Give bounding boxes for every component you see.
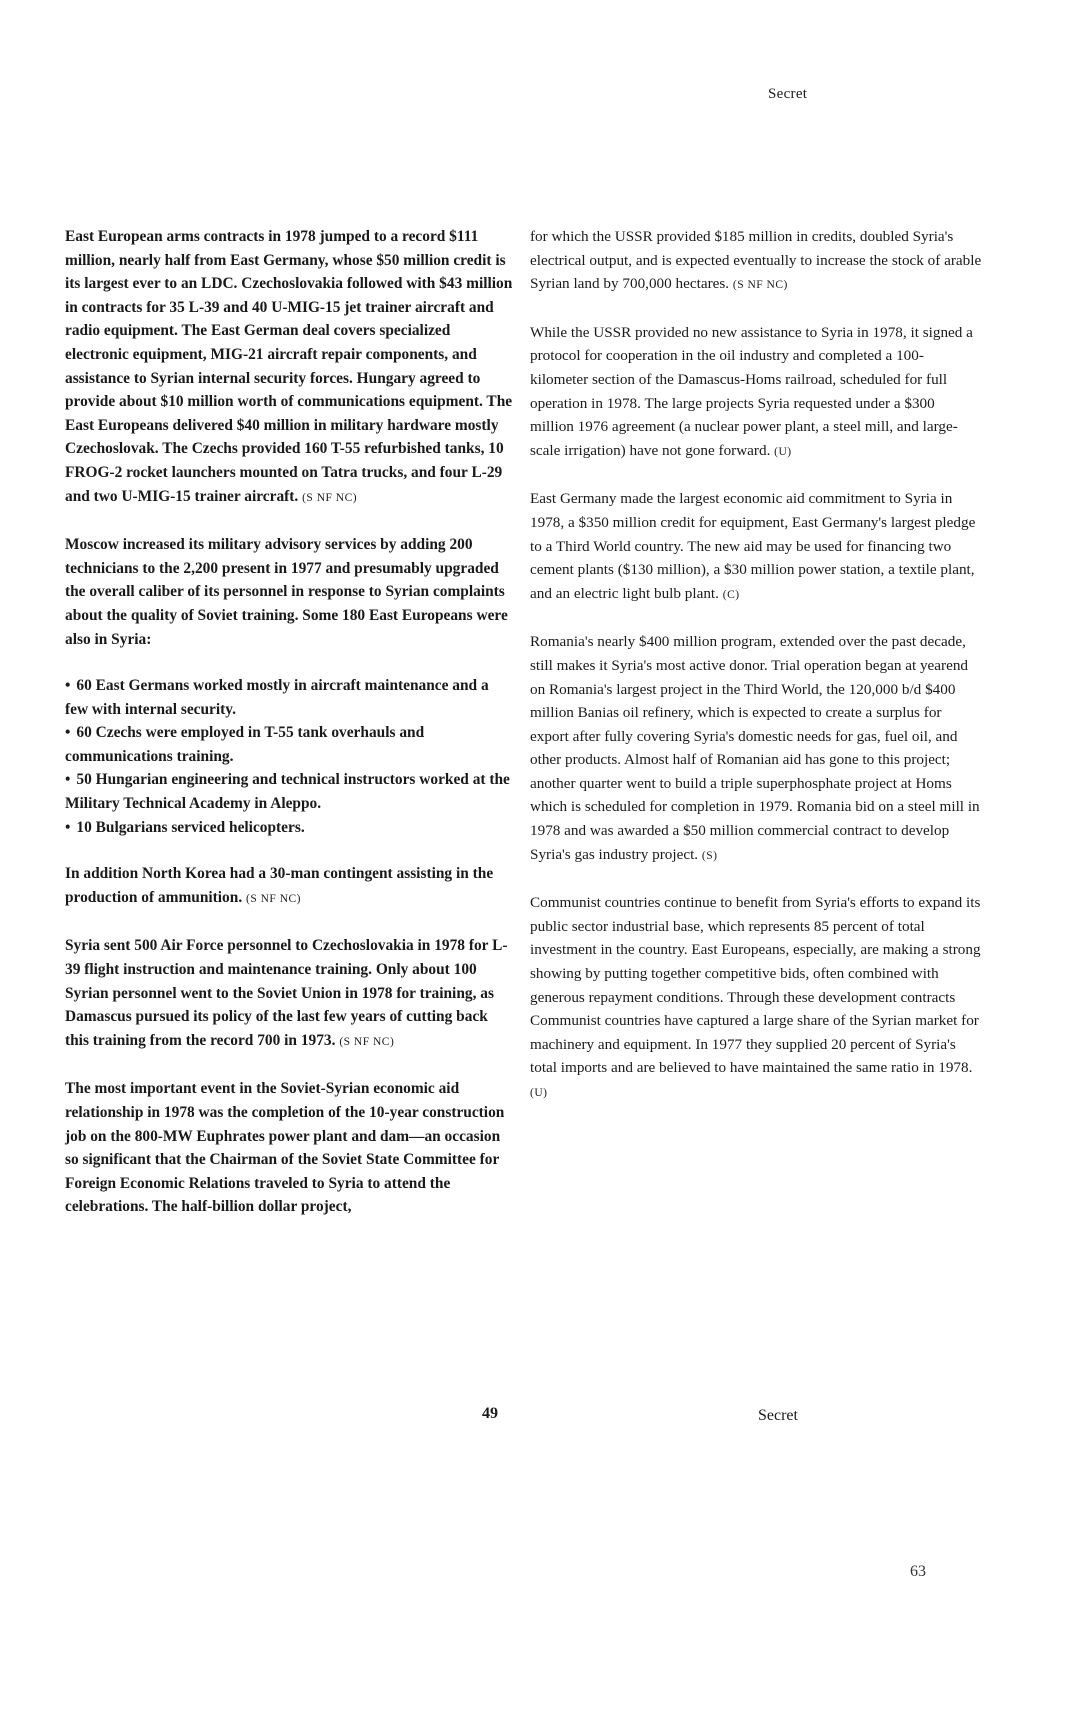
paragraph: In addition North Korea had a 30-man contingent assisting in the production of ammunition. (S NF NC): [65, 865, 494, 906]
classification-marking: (S NF NC): [339, 1035, 395, 1048]
paragraph: Moscow increased its military advisory services by adding 200 technicians to the 2,200 present in 1977 and presumably upgraded the overall caliber of its personnel in response to Syrian complaints about the quality of Soviet training. Some 180 East Europeans were also in Syria:: [65, 536, 508, 648]
classification-marking: (S NF NC): [732, 279, 788, 292]
left-column: [65, 225, 515, 1242]
paragraph: The most important event in the Soviet-Syrian economic aid relationship in 1978 was the completion of the 10-year construction job on the 800-MW Euphrates power plant and dam—an occasion so significant that the Chairman of the Soviet State Committee for Foreign Economic Relations traveled to Syria to attend the celebrations. The half-billion dollar project,: [65, 1080, 505, 1216]
bullet-list: [65, 674, 515, 839]
classification-marking: (S NF NC): [302, 491, 358, 504]
paragraph: for which the USSR provided $185 million in credits, doubled Syria's electrical output, and is expected eventually to increase the stock of arable Syrian land by 700,000 hectares. (S NF NC): [530, 228, 982, 293]
classification-marking: (S): [701, 849, 718, 862]
paragraph: East European arms contracts in 1978 jumped to a record $111 million, nearly half from East Germany, whose $50 million credit is its largest ever to an LDC. Czechoslovakia followed with $43 million in contracts for 35 L-39 and 40 U-MIG-15 jet trainer aircraft and radio equipment. The East German deal covers specialized electronic equipment, MIG-21 aircraft repair components, and assistance to Syrian internal security forces. Hungary agreed to provide about $10 million worth of communications equipment. The East Europeans delivered $40 million in military hardware mostly Czechoslovak. The Czechs provided 160 T-55 refurbished tanks, 10 FROG-2 rocket launchers mounted on Tatra trucks, and four L-29 and two U-MIG-15 trainer aircraft. (S NF NC): [65, 228, 513, 505]
classification-marking: (C): [722, 588, 740, 601]
paragraph: Syria sent 500 Air Force personnel to Czechoslovakia in 1978 for L-39 flight instruction and maintenance training. Only about 100 Syrian personnel went to the Soviet Union in 1978 for training, as Damascus pursued its policy of the last few years of cutting back this training from the record 700 in 1973. (S NF NC): [65, 937, 508, 1049]
paragraph: Communist countries continue to benefit from Syria's efforts to expand its public sector industrial base, which represents 85 percent of total investment in the country. East Europeans, especially, are making a strong showing by putting together competitive bids, often combined with generous repayment conditions. Through these development contracts Communist countries have captured a large share of the Syrian market for machinery and equipment. In 1977 they supplied 20 percent of Syria's total imports and are believed to have maintained the same ratio in 1978. (U): [530, 894, 981, 1099]
stamp-number: 63: [910, 1563, 926, 1580]
header-classification: Secret: [768, 86, 808, 102]
page-number: 49: [482, 1405, 498, 1422]
bullet-item: • 60 Czechs were employed in T-55 tank overhauls and communications training.: [65, 721, 515, 768]
right-column: [530, 225, 982, 1129]
paragraph: Romania's nearly $400 million program, extended over the past decade, still makes it Syria's most active donor. Trial operation began at yearend on Romania's largest project in the Third World, the 120,000 b/d $400 million Banias oil refinery, which is expected to create a surplus for export after fully covering Syria's domestic needs for gas, fuel oil, and other products. Almost half of Romanian aid has gone to this project; another quarter went to build a triple superphosphate project at Homs which is scheduled for completion in 1979. Romania bid on a steel mill in 1978 and was awarded a $50 million commercial contract to develop Syria's gas industry project. (S): [530, 633, 980, 863]
classification-marking: (U): [774, 445, 792, 458]
bullet-item: • 10 Bulgarians serviced helicopters.: [65, 816, 515, 840]
paragraph: East Germany made the largest economic aid commitment to Syria in 1978, a $350 million credit for equipment, East Germany's largest pledge to a Third World country. The new aid may be used for financing two cement plants ($130 million), a $30 million power station, a textile plant, and an electric light bulb plant. (C): [530, 490, 976, 602]
bullet-item: • 60 East Germans worked mostly in aircraft maintenance and a few with internal security.: [65, 674, 515, 721]
classification-marking: (U): [530, 1087, 548, 1099]
bullet-item: • 50 Hungarian engineering and technical instructors worked at the Military Technical Academy in Aleppo.: [65, 768, 515, 815]
paragraph: While the USSR provided no new assistance to Syria in 1978, it signed a protocol for cooperation in the oil industry and completed a 100-kilometer section of the Damascus-Homs railroad, scheduled for full operation in 1978. The large projects Syria requested under a $300 million 1976 agreement (a nuclear power plant, a steel mill, and large-scale irrigation) have not gone forward. (U): [530, 323, 973, 459]
footer-classification: Secret: [758, 1407, 798, 1424]
classification-marking: (S NF NC): [246, 892, 302, 905]
